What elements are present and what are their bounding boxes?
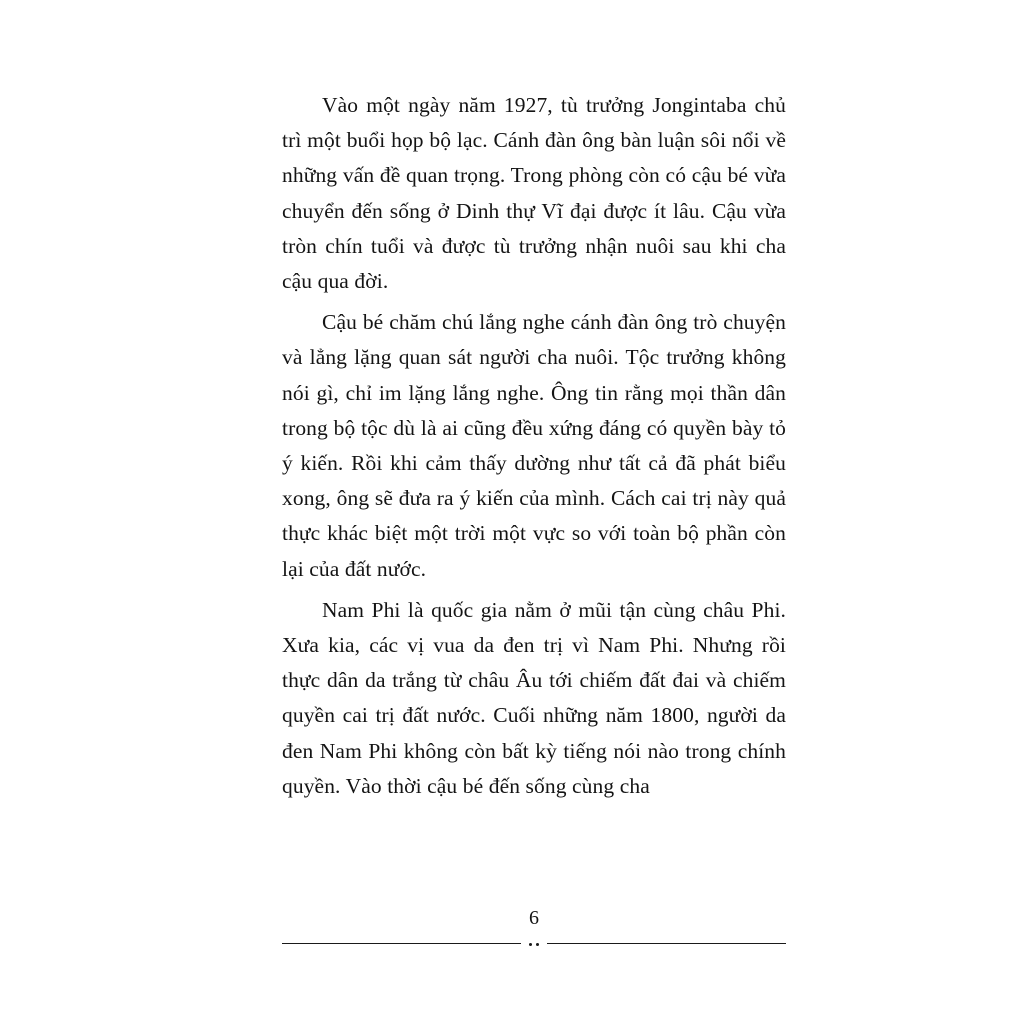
- footer-ornament-icon: [521, 939, 547, 950]
- paragraph: Nam Phi là quốc gia nằm ở mũi tận cùng châu Phi. Xưa kia, các vị vua da đen trị vì Nam Phi. Nhưng rồi thực dân da trắng từ châu Âu tới chiếm đất đai và chiếm quyền cai trị đất nước. Cuối những năm 1800, người da đen Nam Phi không còn bất kỳ tiếng nói nào trong chính quyền. Vào thời cậu bé đến sống cùng cha: [282, 597, 786, 798]
- ornament-dot: [536, 943, 539, 946]
- paragraph: Vào một ngày năm 1927, tù trưởng Jongintaba chủ trì một buổi họp bộ lạc. Cánh đàn ông bàn luận sôi nổi về những vấn đề quan trọng. Trong phòng còn có cậu bé vừa chuyển đến sống ở Dinh thự Vĩ đại được ít lâu. Cậu vừa tròn chín tuổi và được tù trưởng nhận nuôi sau khi cha cậu qua đời.: [282, 93, 786, 294]
- page-footer: [282, 905, 786, 951]
- page-number: 6: [529, 907, 539, 929]
- ornament-dot: [529, 943, 532, 946]
- footer-rule: [282, 937, 786, 951]
- body-text-column: [282, 88, 786, 804]
- paragraph: Cậu bé chăm chú lắng nghe cánh đàn ông trò chuyện và lẳng lặng quan sát người cha nuôi. Tộc trưởng không nói gì, chỉ im lặng lắng nghe. Ông tin rằng mọi thần dân trong bộ tộc dù là ai cũng đều xứng đáng có quyền bày tỏ ý kiến. Rồi khi cảm thấy dường như tất cả đã phát biểu xong, ông sẽ đưa ra ý kiến của mình. Cách cai trị này quả thực khác biệt một trời một vực so với toàn bộ phần còn lại của đất nước.: [282, 310, 786, 581]
